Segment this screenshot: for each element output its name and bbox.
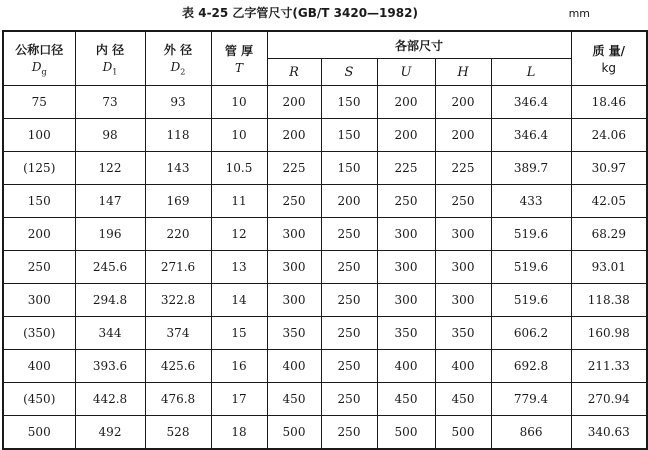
cell-h: 500 <box>435 416 491 450</box>
unit-label: mm <box>568 7 590 20</box>
header-t <box>211 31 267 86</box>
cell-mass: 93.01 <box>571 251 647 284</box>
table-caption <box>0 4 600 26</box>
cell-l: 519.6 <box>491 218 571 251</box>
cell-h: 300 <box>435 218 491 251</box>
cell-l: 779.4 <box>491 383 571 416</box>
cell-u: 300 <box>377 284 435 317</box>
cell-l: 346.4 <box>491 86 571 119</box>
cell-r: 400 <box>267 350 321 383</box>
cell-l: 346.4 <box>491 119 571 152</box>
cell-d2: 169 <box>145 185 211 218</box>
cell-s: 250 <box>321 284 377 317</box>
cell-u: 350 <box>377 317 435 350</box>
header-t-label: 管 厚 <box>224 44 254 58</box>
header-d2-symbol: D <box>170 59 181 74</box>
table-body <box>3 86 647 450</box>
cell-h: 200 <box>435 86 491 119</box>
cell-u: 400 <box>377 350 435 383</box>
header-h: H <box>435 59 491 86</box>
cell-d2: 374 <box>145 317 211 350</box>
cell-t: 14 <box>211 284 267 317</box>
header-dg-symbol: D <box>31 59 42 74</box>
header-t-symbol: T <box>234 61 243 75</box>
cell-d2: 425.6 <box>145 350 211 383</box>
cell-d1: 147 <box>75 185 145 218</box>
cell-d1: 294.8 <box>75 284 145 317</box>
cell-dg: 500 <box>3 416 75 450</box>
cell-t: 12 <box>211 218 267 251</box>
table-row <box>3 383 647 416</box>
cell-t: 17 <box>211 383 267 416</box>
cell-t: 18 <box>211 416 267 450</box>
header-d2 <box>145 31 211 86</box>
header-r: R <box>267 59 321 86</box>
cell-u: 200 <box>377 119 435 152</box>
cell-s: 150 <box>321 152 377 185</box>
cell-r: 225 <box>267 152 321 185</box>
cell-mass: 211.33 <box>571 350 647 383</box>
cell-s: 200 <box>321 185 377 218</box>
cell-h: 225 <box>435 152 491 185</box>
header-d2-subscript: 2 <box>180 67 186 77</box>
table-row <box>3 152 647 185</box>
header-mass <box>571 31 647 86</box>
cell-d1: 344 <box>75 317 145 350</box>
cell-h: 350 <box>435 317 491 350</box>
cell-t: 16 <box>211 350 267 383</box>
cell-d2: 118 <box>145 119 211 152</box>
cell-r: 300 <box>267 251 321 284</box>
cell-u: 300 <box>377 251 435 284</box>
table-title: 表 4-25 乙字管尺寸(GB/T 3420—1982) <box>182 6 418 20</box>
cell-d1: 393.6 <box>75 350 145 383</box>
header-dg-subscript: g <box>41 67 47 77</box>
cell-h: 450 <box>435 383 491 416</box>
header-s: S <box>321 59 377 86</box>
cell-d1: 245.6 <box>75 251 145 284</box>
cell-mass: 118.38 <box>571 284 647 317</box>
cell-r: 450 <box>267 383 321 416</box>
cell-h: 300 <box>435 284 491 317</box>
cell-d1: 196 <box>75 218 145 251</box>
cell-d2: 93 <box>145 86 211 119</box>
cell-l: 433 <box>491 185 571 218</box>
table-row <box>3 185 647 218</box>
cell-d1: 98 <box>75 119 145 152</box>
cell-mass: 42.05 <box>571 185 647 218</box>
cell-h: 200 <box>435 119 491 152</box>
dimension-table <box>2 30 648 450</box>
cell-d2: 476.8 <box>145 383 211 416</box>
cell-h: 250 <box>435 185 491 218</box>
cell-d2: 271.6 <box>145 251 211 284</box>
table-row <box>3 317 647 350</box>
table-row <box>3 218 647 251</box>
cell-u: 200 <box>377 86 435 119</box>
cell-s: 250 <box>321 218 377 251</box>
cell-d1: 73 <box>75 86 145 119</box>
cell-t: 10 <box>211 86 267 119</box>
table-row <box>3 350 647 383</box>
cell-s: 250 <box>321 350 377 383</box>
cell-s: 250 <box>321 317 377 350</box>
cell-r: 350 <box>267 317 321 350</box>
cell-r: 200 <box>267 86 321 119</box>
header-mass-label: 质 量/ <box>592 44 626 58</box>
cell-h: 300 <box>435 251 491 284</box>
cell-dg: 100 <box>3 119 75 152</box>
header-l: L <box>491 59 571 86</box>
cell-u: 500 <box>377 416 435 450</box>
cell-t: 11 <box>211 185 267 218</box>
cell-l: 692.8 <box>491 350 571 383</box>
cell-l: 519.6 <box>491 284 571 317</box>
cell-d1: 442.8 <box>75 383 145 416</box>
cell-l: 866 <box>491 416 571 450</box>
cell-r: 200 <box>267 119 321 152</box>
header-d1-label: 内 径 <box>95 42 125 57</box>
cell-l: 389.7 <box>491 152 571 185</box>
header-dg <box>3 31 75 86</box>
header-dg-label: 公称口径 <box>15 42 64 57</box>
table-row <box>3 251 647 284</box>
cell-mass: 24.06 <box>571 119 647 152</box>
cell-dg: (350) <box>3 317 75 350</box>
cell-r: 300 <box>267 284 321 317</box>
cell-mass: 30.97 <box>571 152 647 185</box>
cell-r: 300 <box>267 218 321 251</box>
cell-t: 13 <box>211 251 267 284</box>
cell-d1: 492 <box>75 416 145 450</box>
table-row <box>3 284 647 317</box>
cell-s: 250 <box>321 251 377 284</box>
cell-d2: 220 <box>145 218 211 251</box>
table-row <box>3 416 647 450</box>
cell-r: 500 <box>267 416 321 450</box>
cell-t: 15 <box>211 317 267 350</box>
cell-l: 519.6 <box>491 251 571 284</box>
cell-mass: 270.94 <box>571 383 647 416</box>
cell-dg: 300 <box>3 284 75 317</box>
cell-dg: 75 <box>3 86 75 119</box>
cell-t: 10.5 <box>211 152 267 185</box>
cell-d2: 528 <box>145 416 211 450</box>
cell-h: 400 <box>435 350 491 383</box>
header-u: U <box>377 59 435 86</box>
cell-u: 225 <box>377 152 435 185</box>
cell-d1: 122 <box>75 152 145 185</box>
header-d1 <box>75 31 145 86</box>
cell-s: 150 <box>321 119 377 152</box>
cell-mass: 18.46 <box>571 86 647 119</box>
cell-dg: 200 <box>3 218 75 251</box>
header-d1-subscript: 1 <box>112 67 118 77</box>
cell-dg: 400 <box>3 350 75 383</box>
header-d1-symbol: D <box>102 59 113 74</box>
cell-u: 300 <box>377 218 435 251</box>
cell-l: 606.2 <box>491 317 571 350</box>
cell-dg: (125) <box>3 152 75 185</box>
table-row <box>3 86 647 119</box>
cell-dg: (450) <box>3 383 75 416</box>
header-row-top <box>3 31 647 59</box>
table-row <box>3 119 647 152</box>
cell-s: 250 <box>321 383 377 416</box>
cell-s: 250 <box>321 416 377 450</box>
cell-u: 450 <box>377 383 435 416</box>
header-mass-unit: kg <box>601 61 617 75</box>
cell-mass: 68.29 <box>571 218 647 251</box>
cell-d2: 322.8 <box>145 284 211 317</box>
header-d2-label: 外 径 <box>163 42 193 57</box>
cell-dg: 150 <box>3 185 75 218</box>
cell-d2: 143 <box>145 152 211 185</box>
header-group: 各部尺寸 <box>267 31 571 59</box>
cell-r: 250 <box>267 185 321 218</box>
cell-t: 10 <box>211 119 267 152</box>
cell-u: 250 <box>377 185 435 218</box>
cell-s: 150 <box>321 86 377 119</box>
cell-dg: 250 <box>3 251 75 284</box>
cell-mass: 340.63 <box>571 416 647 450</box>
cell-mass: 160.98 <box>571 317 647 350</box>
